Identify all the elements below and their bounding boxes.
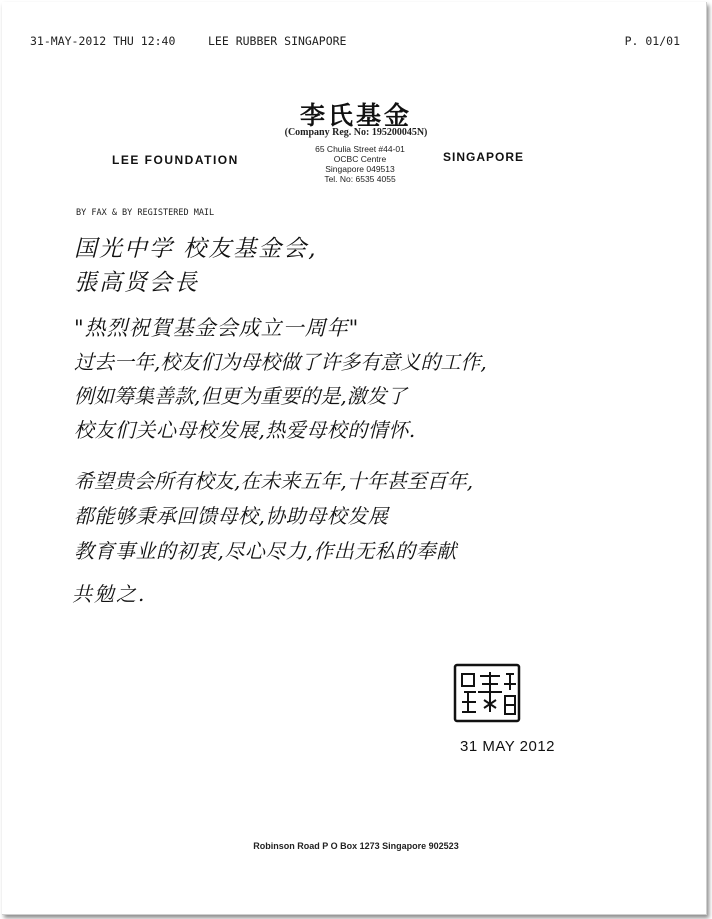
letter-line: 張高贤会長 bbox=[74, 270, 199, 296]
letter-line: 教育事业的初衷,尽心尽力,作出无私的奉献 bbox=[74, 539, 457, 563]
letter-line: 过去一年,校友们为母校做了许多有意义的工作, bbox=[74, 350, 487, 374]
letterhead-chinese-name: 李氏基金 bbox=[299, 101, 412, 130]
footer-address: Robinson Road P O Box 1273 Singapore 902523 bbox=[253, 841, 459, 851]
company-registration: (Company Reg. No: 195200045N) bbox=[284, 127, 428, 138]
letterhead-address bbox=[285, 144, 435, 184]
fax-page-number: P. 01/01 bbox=[624, 34, 680, 48]
seal-stamp bbox=[450, 662, 526, 726]
address-line: Singapore 049513 bbox=[325, 164, 395, 174]
letter-line: 例如筹集善款,但更为重要的是,激发了 bbox=[74, 384, 407, 408]
fax-page bbox=[2, 2, 707, 915]
letterhead-name: LEE FOUNDATION bbox=[112, 153, 239, 167]
date-stamp: 31 MAY 2012 bbox=[460, 738, 556, 755]
letterhead-country: SINGAPORE bbox=[443, 150, 525, 164]
fax-sender: LEE RUBBER SINGAPORE bbox=[208, 34, 347, 48]
letter-line: 都能够秉承回馈母校,协助母校发展 bbox=[74, 504, 389, 528]
delivery-note: BY FAX & BY REGISTERED MAIL bbox=[76, 208, 215, 218]
letter-line: 校友们关心母校发展,热爱母校的情怀. bbox=[74, 418, 416, 442]
letter-line: 共勉之. bbox=[72, 582, 147, 606]
address-line: Tel. No: 6535 4055 bbox=[324, 174, 396, 184]
address-line: OCBC Centre bbox=[333, 154, 387, 164]
fax-header bbox=[22, 34, 686, 50]
letter-line: 希望贵会所有校友,在未来五年,十年甚至百年, bbox=[74, 469, 474, 493]
letter-line: "热烈祝賀基金会成立一周年" bbox=[74, 316, 360, 340]
address-line: 65 Chulia Street #44-01 bbox=[315, 144, 405, 154]
fax-datetime: 31-MAY-2012 THU 12:40 bbox=[30, 34, 176, 48]
letter-line: 国光中学 校友基金会, bbox=[74, 236, 318, 262]
